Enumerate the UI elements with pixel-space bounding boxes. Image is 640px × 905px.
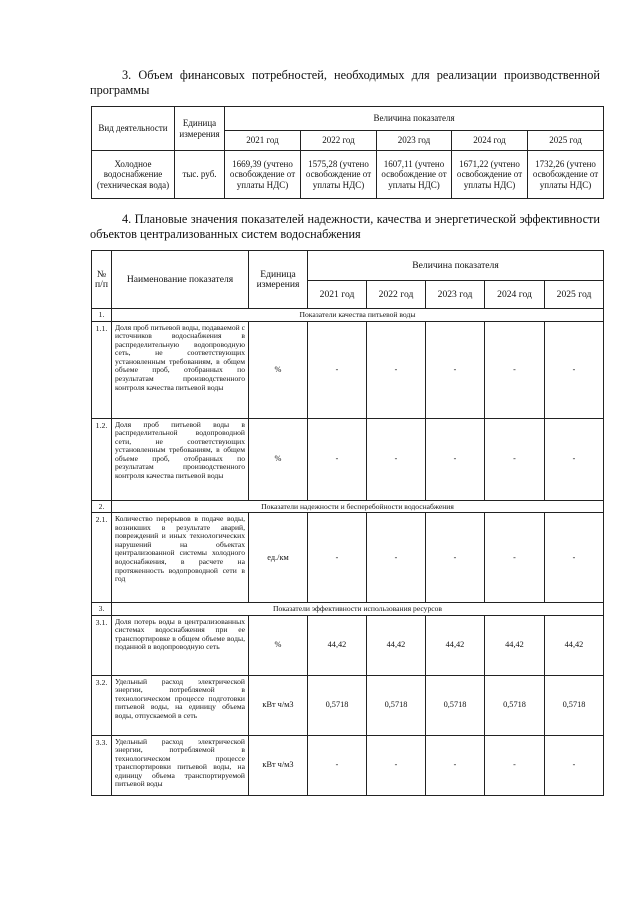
row-value: - [308, 513, 367, 603]
row-name: Доля потерь воды в централизованных системах водоснабжения при ее транспортировке в общем объеме воды, поданной в водопроводную сеть [112, 615, 249, 675]
row-value: - [545, 735, 604, 795]
header-year: 2024 год [452, 131, 528, 151]
header-unit: Единица измерения [175, 107, 225, 151]
row-name: Доля проб питьевой воды в распределительной водопроводной сети, не соответствующих установленным требованиям, в общем объеме проб, отобранных по результатам производственного контроля качества питьевой воды [112, 418, 249, 500]
header-year: 2023 год [426, 281, 485, 309]
row-value: - [426, 513, 485, 603]
financial-needs-table [91, 106, 604, 199]
row-unit: % [249, 418, 308, 500]
header-unit: Единица измерения [249, 251, 308, 309]
row-value: - [367, 735, 426, 795]
header-name: Наименование показателя [112, 251, 249, 309]
row-unit: кВт ч/м3 [249, 735, 308, 795]
header-year: 2021 год [225, 131, 301, 151]
row-value: - [367, 418, 426, 500]
header-year: 2022 год [367, 281, 426, 309]
header-year: 2025 год [545, 281, 604, 309]
row-unit: % [249, 615, 308, 675]
row-number: 2.1. [92, 513, 112, 603]
section-3-heading: 3. Объем финансовых потребностей, необходимых для реализации производственной программы [90, 68, 600, 97]
header-value: Величина показателя [308, 251, 604, 281]
header-year: 2022 год [301, 131, 377, 151]
section-4-heading: 4. Плановые значения показателей надежности, качества и энергетической эффективности объектов централизованных систем водоснабжения [90, 212, 600, 241]
section-title: Показатели надежности и бесперебойности водоснабжения [112, 500, 604, 513]
header-year: 2021 год [308, 281, 367, 309]
row-value: 1669,39 (учтено освобождение от уплаты НДС) [225, 151, 301, 199]
indicators-table [91, 250, 604, 796]
row-value: - [545, 513, 604, 603]
row-value: - [485, 418, 545, 500]
row-value: 0,5718 [367, 675, 426, 735]
header-year: 2023 год [377, 131, 452, 151]
section-number: 3. [92, 603, 112, 616]
row-number: 1.1. [92, 321, 112, 418]
row-value: 44,42 [308, 615, 367, 675]
row-value: 1607,11 (учтено освобождение от уплаты НДС) [377, 151, 452, 199]
row-unit: % [249, 321, 308, 418]
row-value: - [308, 418, 367, 500]
row-number: 3.1. [92, 615, 112, 675]
row-value: - [485, 513, 545, 603]
row-value: 1732,26 (учтено освобождение от уплаты НДС) [528, 151, 604, 199]
row-value: - [426, 418, 485, 500]
row-value: - [485, 321, 545, 418]
section-number: 1. [92, 309, 112, 322]
row-value: - [426, 735, 485, 795]
row-unit: ед./км [249, 513, 308, 603]
row-value: 44,42 [367, 615, 426, 675]
row-number: 3.2. [92, 675, 112, 735]
row-value: 0,5718 [308, 675, 367, 735]
row-value: - [545, 321, 604, 418]
header-activity: Вид деятельности [92, 107, 175, 151]
row-value: - [367, 513, 426, 603]
row-value: 44,42 [485, 615, 545, 675]
row-value: - [426, 321, 485, 418]
header-year: 2025 год [528, 131, 604, 151]
row-value: - [485, 735, 545, 795]
row-value: 44,42 [545, 615, 604, 675]
row-name: Удельный расход электрической энергии, потребляемой в технологическом процессе транспортировки питьевой воды, на единицу объема транспортируемой питьевой воды [112, 735, 249, 795]
row-name: Удельный расход электрической энергии, потребляемой в технологическом процессе подготовки питьевой воды, на единицу объема воды, отпускаемой в сеть [112, 675, 249, 735]
row-value: 1575,28 (учтено освобождение от уплаты НДС) [301, 151, 377, 199]
row-activity: Холодное водоснабжение (техническая вода) [92, 151, 175, 199]
row-unit: тыс. руб. [175, 151, 225, 199]
header-number: № п/п [92, 251, 112, 309]
row-number: 1.2. [92, 418, 112, 500]
section-title: Показатели эффективности использования ресурсов [112, 603, 604, 616]
row-name: Количество перерывов в подаче воды, возникших в результате аварий, повреждений и иных технологических нарушений на объектах централизованной системы холодного водоснабжения, в расчете на протяженность водопроводной сети в год [112, 513, 249, 603]
header-year: 2024 год [485, 281, 545, 309]
row-value: - [308, 321, 367, 418]
row-value: - [367, 321, 426, 418]
row-value: 1671,22 (учтено освобождение от уплаты НДС) [452, 151, 528, 199]
section-title: Показатели качества питьевой воды [112, 309, 604, 322]
section-number: 2. [92, 500, 112, 513]
row-value: 0,5718 [485, 675, 545, 735]
row-value: 0,5718 [545, 675, 604, 735]
row-value: 0,5718 [426, 675, 485, 735]
row-number: 3.3. [92, 735, 112, 795]
row-unit: кВт ч/м3 [249, 675, 308, 735]
header-value: Величина показателя [225, 107, 604, 131]
row-value: 44,42 [426, 615, 485, 675]
row-value: - [308, 735, 367, 795]
row-value: - [545, 418, 604, 500]
row-name: Доля проб питьевой воды, подаваемой с источников водоснабжения в распределительную водопроводную сеть, не соответствующих установленным требованиям, в общем объеме проб, отобранных по результатам производственного контроля качества питьевой воды [112, 321, 249, 418]
